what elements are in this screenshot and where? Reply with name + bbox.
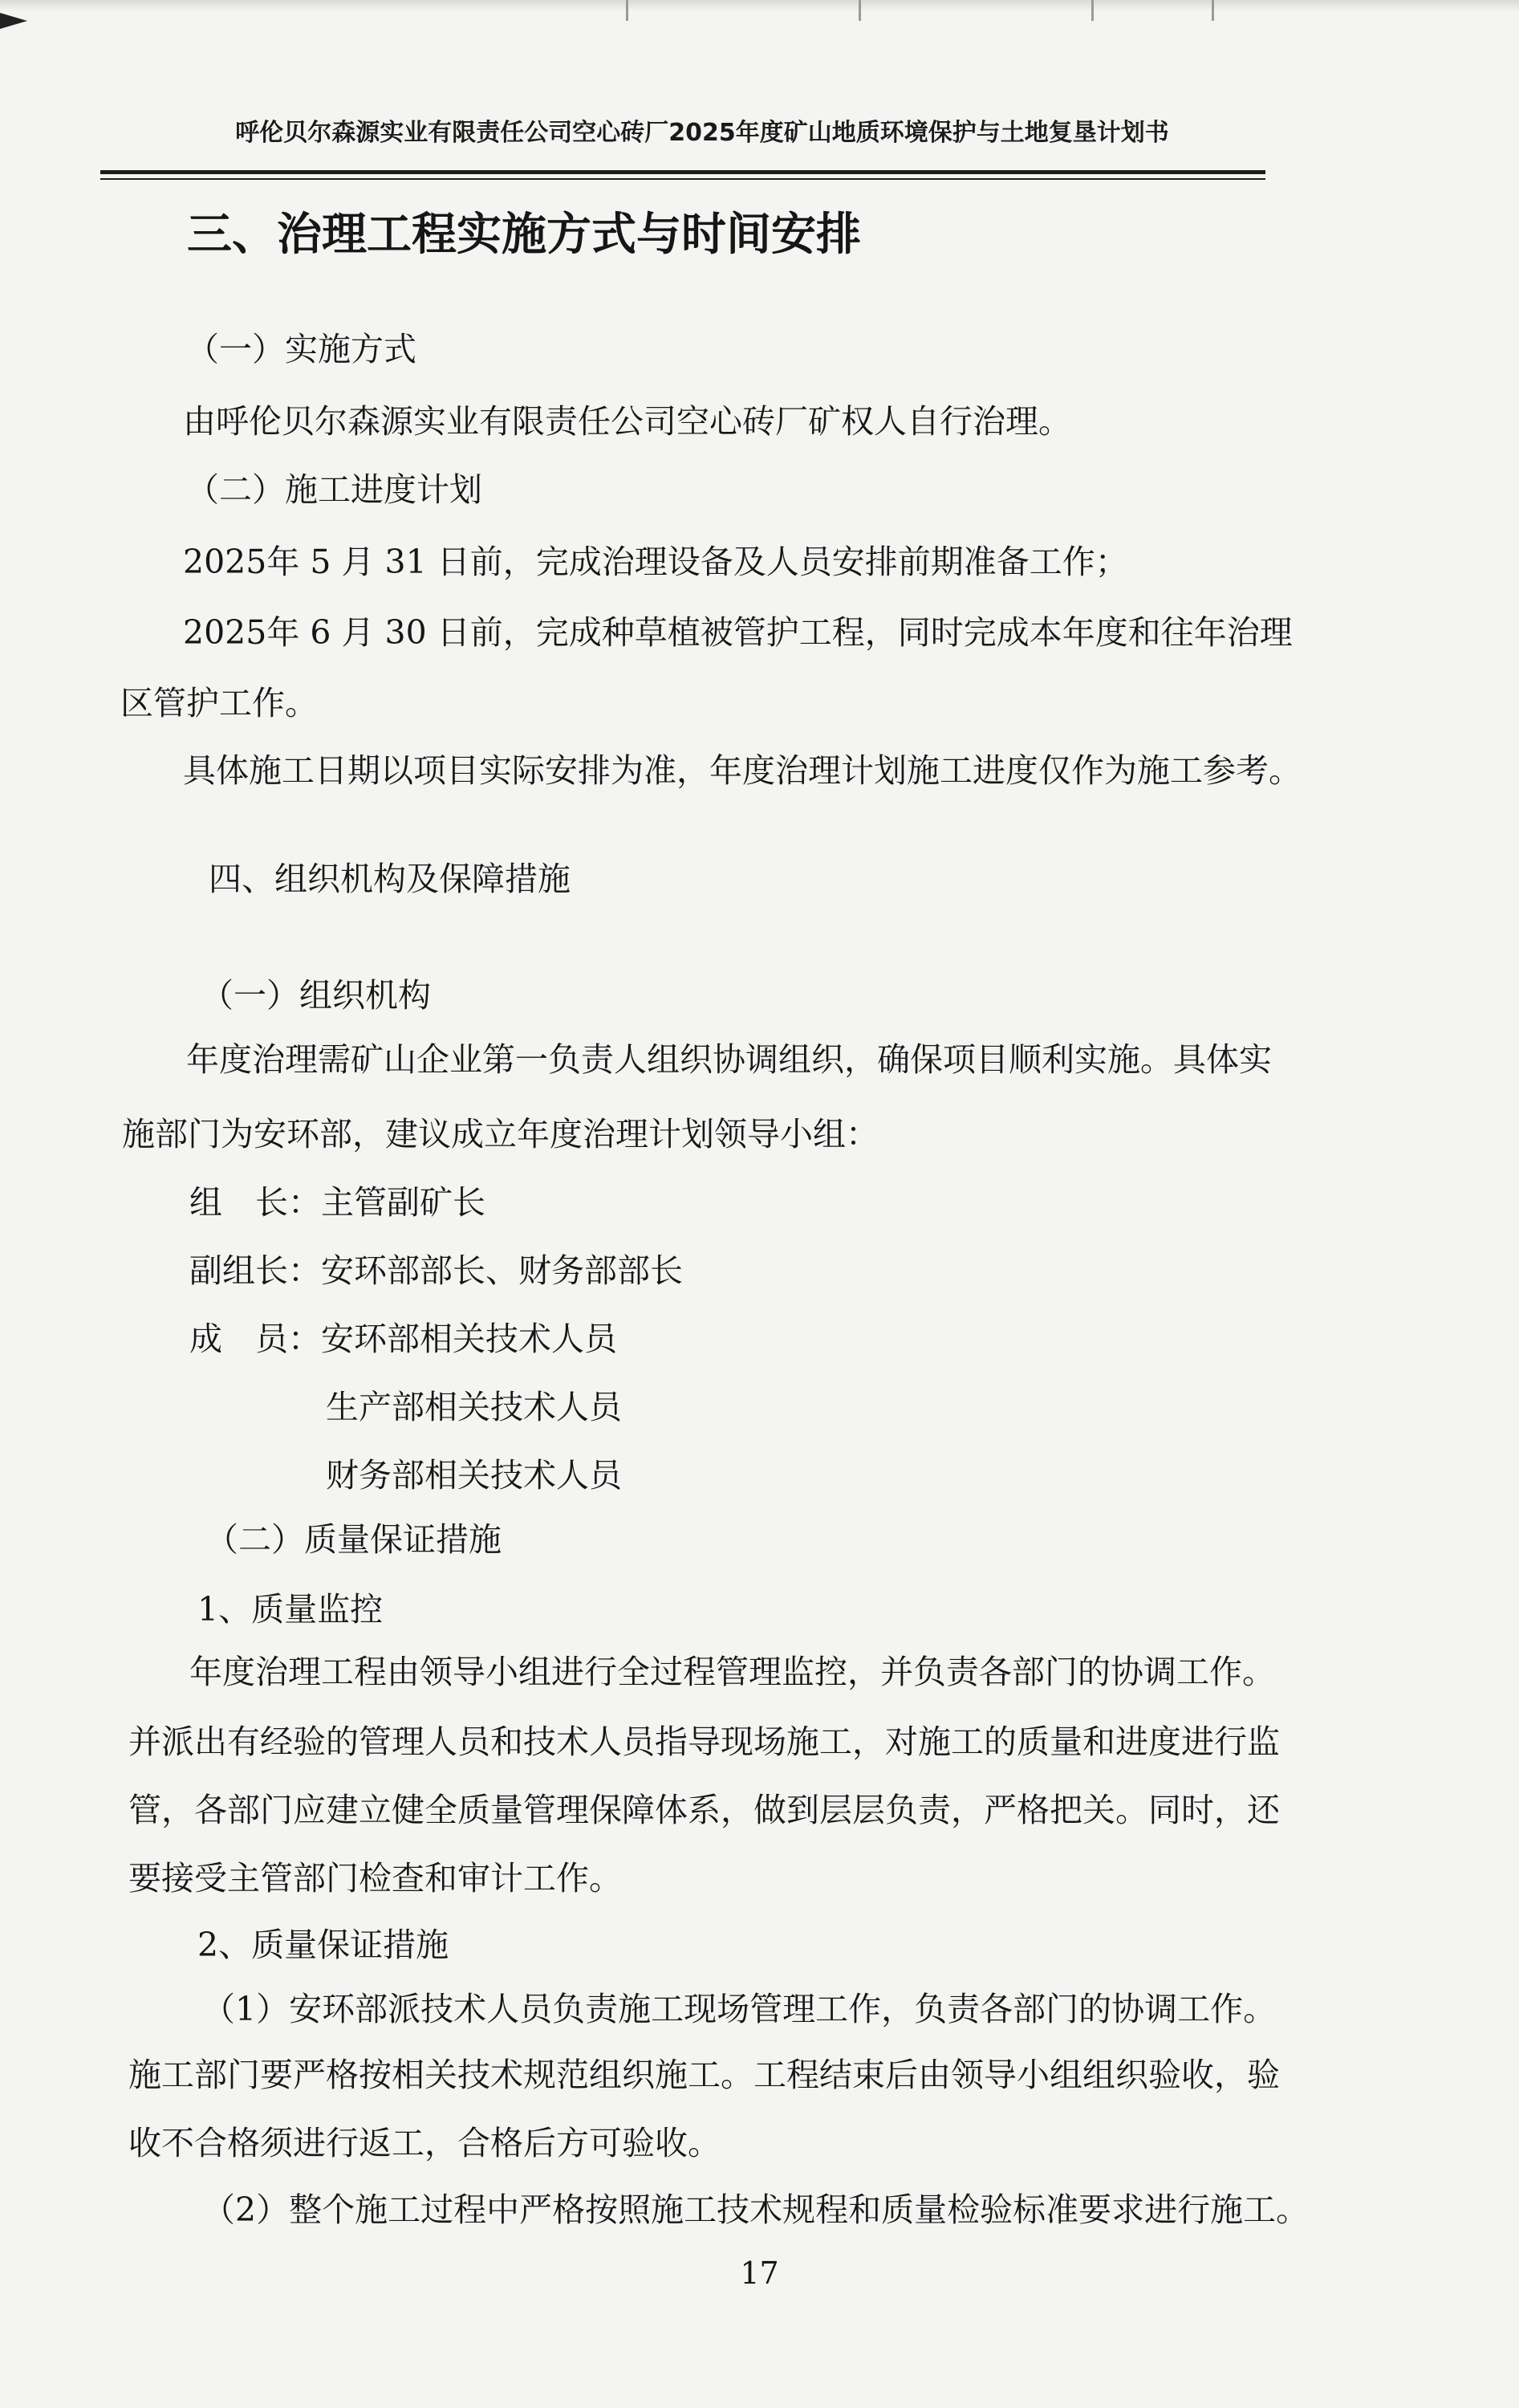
quality-assurance-1-line-1: （1）安环部派技术人员负责施工现场管理工作，负责各部门的协调工作。 xyxy=(202,1990,1277,2028)
header-rule-thick xyxy=(100,170,1265,174)
section-3-sub1-title: （一）实施方式 xyxy=(186,330,416,368)
scan-top-edge xyxy=(0,0,1519,11)
quality-assurance-1-line-2: 施工部门要严格按相关技术规范组织施工。工程结束后由领导小组组织验收，验 xyxy=(128,2056,1280,2094)
org-text-line-2: 施部门为安环部，建议成立年度治理计划领导小组： xyxy=(122,1115,879,1153)
schedule-item-2-line-1: 2025年 6 月 30 日前，完成种草植被管护工程，同时完成本年度和往年治理 xyxy=(183,613,1293,652)
org-deputy: 副组长：安环部部长、财务部部长 xyxy=(189,1251,683,1290)
quality-monitoring-line-1: 年度治理工程由领导小组进行全过程管理监控，并负责各部门的协调工作。 xyxy=(189,1653,1275,1691)
section-4-sub1-title: （一）组织机构 xyxy=(201,976,431,1015)
quality-monitoring-line-2: 并派出有经验的管理人员和技术人员指导现场施工，对施工的质量和进度进行监 xyxy=(128,1723,1280,1761)
schedule-item-1: 2025年 5 月 31 日前，完成治理设备及人员安排前期准备工作； xyxy=(183,543,1128,581)
quality-monitoring-line-3: 管，各部门应建立健全质量管理保障体系，做到层层负责，严格把关。同时，还 xyxy=(128,1791,1280,1829)
schedule-note: 具体施工日期以项目实际安排为准，年度治理计划施工进度仅作为施工参考。 xyxy=(183,751,1302,790)
org-leader: 组 长：主管副矿长 xyxy=(189,1183,485,1222)
section-3-sub2-title: （二）施工进度计划 xyxy=(186,470,482,509)
org-member-2: 生产部相关技术人员 xyxy=(326,1388,622,1426)
section-4-title: 四、组织机构及保障措施 xyxy=(209,860,571,898)
section-4-sub2-title: （二）质量保证措施 xyxy=(205,1520,502,1559)
scan-tick xyxy=(1091,0,1094,21)
page-number: 17 xyxy=(740,2255,779,2291)
page-header: 呼伦贝尔森源实业有限责任公司空心砖厂2025年度矿山地质环境保护与土地复垦计划书 xyxy=(235,119,1169,147)
org-member-3: 财务部相关技术人员 xyxy=(326,1456,622,1495)
quality-monitoring-line-4: 要接受主管部门检查和审计工作。 xyxy=(128,1859,622,1898)
org-text-line-1: 年度治理需矿山企业第一负责人组织协调组织，确保项目顺利实施。具体实 xyxy=(186,1040,1272,1079)
quality-monitoring-title: 1、质量监控 xyxy=(197,1590,384,1629)
scan-tick xyxy=(1212,0,1214,21)
quality-assurance-1-line-3: 收不合格须进行返工，合格后方可验收。 xyxy=(128,2124,721,2162)
section-3-title: 三、治理工程实施方式与时间安排 xyxy=(187,209,861,261)
section-3-sub1-text: 由呼伦贝尔森源实业有限责任公司空心砖厂矿权人自行治理。 xyxy=(183,402,1071,441)
scan-tick xyxy=(859,0,861,21)
quality-assurance-title: 2、质量保证措施 xyxy=(197,1926,449,1964)
org-members: 成 员：安环部相关技术人员 xyxy=(189,1320,617,1358)
header-rule-thin xyxy=(100,178,1265,180)
scan-tick xyxy=(626,0,628,21)
schedule-item-2-line-2: 区管护工作。 xyxy=(120,684,318,722)
scan-corner-mark xyxy=(0,13,27,29)
quality-assurance-2-line-1: （2）整个施工过程中严格按照施工技术规程和质量检验标准要求进行施工。 xyxy=(202,2190,1310,2229)
